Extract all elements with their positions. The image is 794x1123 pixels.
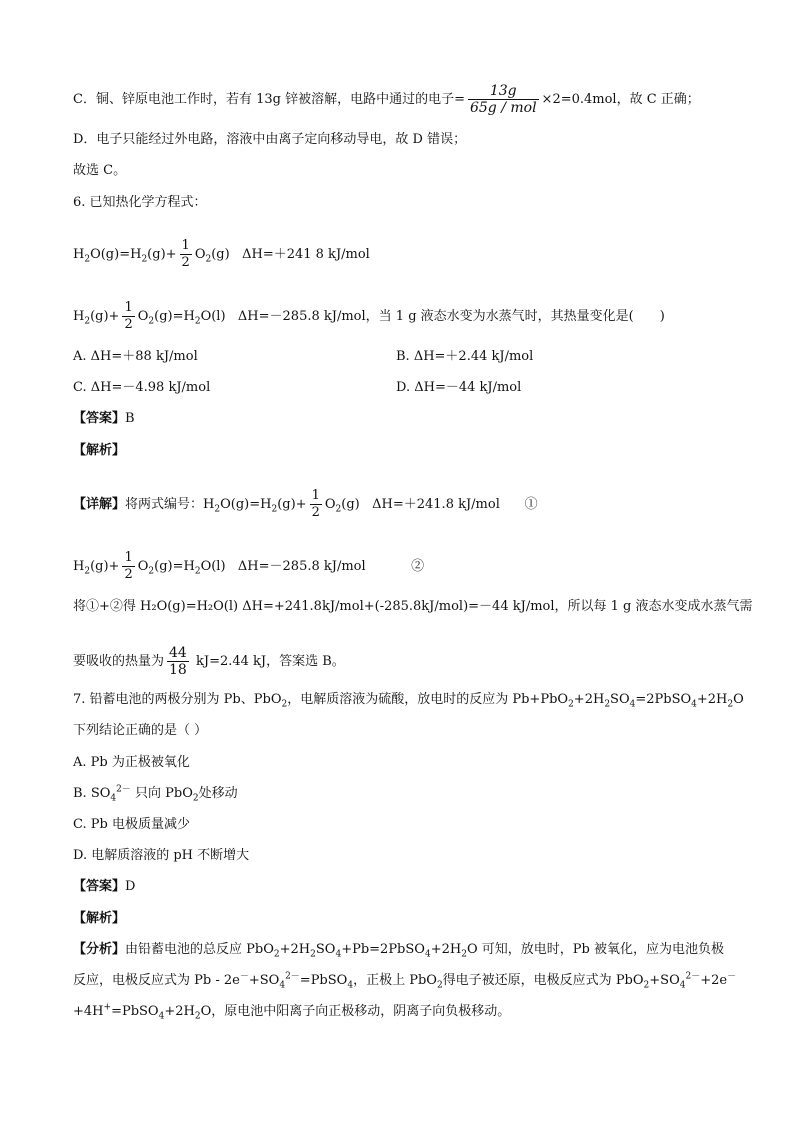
q6-answer: 【答案】B <box>73 411 135 426</box>
q7-stem-2: 下列结论正确的是（ ） <box>73 723 208 738</box>
q7-option-b: B. $SO_4^{2-}$ 只向 PbO$_2$处移动 <box>73 784 238 804</box>
q5-option-d: D．电子只能经过外电路，溶液中由离子定向移动导电，故 D 错误； <box>73 132 467 147</box>
q6-detail-combine: 将①+②得 H₂O(g)=H₂O(l) ΔH=+241.8kJ/mol+(-285.8kJ/mol)=－44 kJ/mol，所以每 1 g 液态水变成水蒸气需 <box>73 599 753 614</box>
q7-analysis-1: 【分析】由铅蓄电池的总反应 $PbO_2+2H_2SO_4+Pb=2PbSO_4+2H_2O$ 可知，放电时，Pb 被氧化，应为电池负极 <box>73 942 724 960</box>
q6-analysis-label: 【解析】 <box>73 443 126 458</box>
q7-option-c: C. Pb 电极质量减少 <box>73 817 190 832</box>
q7-analysis-label: 【解析】 <box>73 911 126 926</box>
fraction-half: $\frac{1}{2}$ <box>124 300 133 332</box>
q7-answer: 【答案】D <box>73 879 136 894</box>
q6-detail-result: 要吸收的热量为 $\frac{44}{18}$ kJ=2.44 kJ，答案选 B。 <box>73 645 345 678</box>
q6-option-d: D. ΔH=－44 kJ/mol <box>396 380 522 395</box>
q6-detail-eq2: $H_2(g)+$ $\frac{1}{2}$ $O_2(g)=H_2O(l)$ ΔH=－285.8 kJ/mol ② <box>73 550 425 582</box>
q7-option-a: A. Pb 为正极被氧化 <box>73 755 190 770</box>
q6-option-c: C. ΔH=－4.98 kJ/mol <box>73 380 211 395</box>
q7-stem-1: 7. 铅蓄电池的两极分别为 Pb、PbO$_2$，电解质溶液为硫酸，放电时的反应为 $Pb+PbO_2+2H_2SO_4=2PbSO_4+2H_2O$ <box>73 692 744 710</box>
q6-equation-1: $H_2O(g)=H_2(g)+$ $\frac{1}{2}$ $O_2(g)$ ΔH=＋241 8 kJ/mol <box>73 238 370 270</box>
q7-analysis-3: $+4H^+=PbSO_4+2H_2O$，原电池中阳离子向正极移动，阴离子向负极移动。 <box>73 1002 511 1022</box>
q6-option-b: B. ΔH=＋2.44 kJ/mol <box>396 349 534 364</box>
fraction-half: $\frac{1}{2}$ <box>311 488 320 520</box>
q6-option-a: A. ΔH=＋88 kJ/mol <box>73 349 198 364</box>
fraction-half: $\frac{1}{2}$ <box>181 238 190 270</box>
q5-option-c: C．铜、锌原电池工作时，若有 13g 锌被溶解，电路中通过的电子= $\frac{13g}{\text{65g / mol}}$ ×2=0.4mol，故 C 正确； <box>73 83 700 116</box>
q6-equation-2: $H_2(g)+$ $\frac{1}{2}$ $O_2(g)=H_2O(l)$ ΔH=－285.8 kJ/mol，当 1 g 液态水变为水蒸气时，其热量变化是( ) <box>73 300 665 332</box>
q6-detail-eq1: 【详解】将两式编号：$H_2O(g)=H_2(g)+$ $\frac{1}{2}$ $O_2(g)$ ΔH=＋241.8 kJ/mol ① <box>73 488 538 520</box>
fraction: $\frac{44}{18}$ <box>169 645 187 678</box>
fraction: $\frac{13g}{\text{65g / mol}}$ <box>469 83 537 116</box>
q7-analysis-2: 反应，电极反应式为 $Pb - 2e^-+SO_4^{2-}=PbSO_4$，正极上 PbO$_2$得电子被还原，电极反应式为 $PbO_2+SO_4^{2-}+2e^-$ <box>73 971 737 991</box>
q7-option-d: D. 电解质溶液的 pH 不断增大 <box>73 848 250 863</box>
q5-conclusion: 故选 C。 <box>73 163 127 178</box>
q6-stem: 6. 已知热化学方程式： <box>73 195 207 210</box>
fraction-half: $\frac{1}{2}$ <box>124 550 133 582</box>
